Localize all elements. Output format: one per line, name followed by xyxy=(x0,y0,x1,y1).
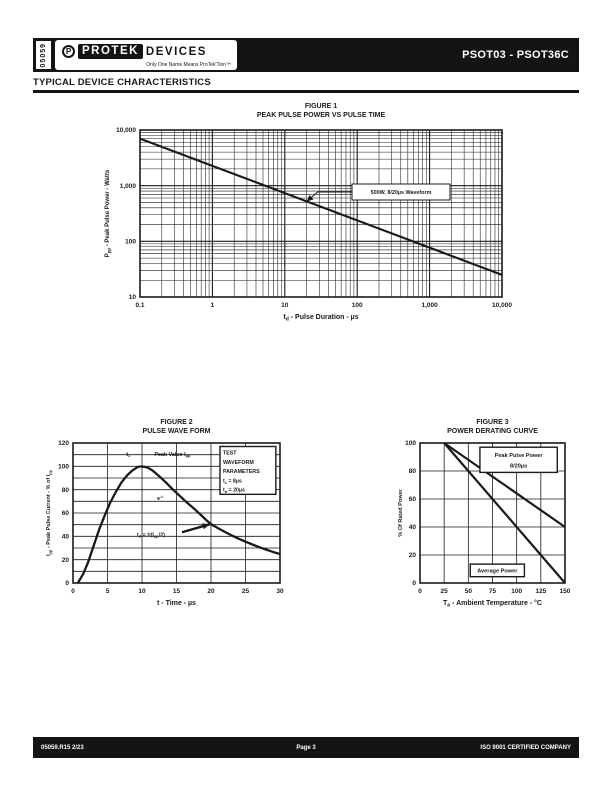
logo-protek-text: PROTEK xyxy=(78,44,143,59)
figure2-pulse-waveform-chart xyxy=(40,437,320,622)
svg-text:0: 0 xyxy=(65,580,69,588)
svg-text:100: 100 xyxy=(58,463,69,471)
svg-text:10,000: 10,000 xyxy=(492,302,512,309)
figure1-subtitle: PEAK PULSE POWER VS PULSE TIME xyxy=(256,112,386,119)
svg-text:5: 5 xyxy=(105,588,110,595)
svg-text:10: 10 xyxy=(281,302,289,309)
svg-text:60: 60 xyxy=(61,510,69,518)
svg-text:t1: $t_1$ xyxy=(126,451,131,459)
svg-text:Ta - Ambient Temperature - °C: Ta - Ambient Temperature - °C xyxy=(443,600,542,609)
footer-bar xyxy=(33,737,579,758)
svg-text:WAVEFORM: WAVEFORM xyxy=(222,459,254,466)
figure3-power-derating-chart xyxy=(390,437,590,622)
header-bar xyxy=(33,38,579,72)
svg-text:80: 80 xyxy=(61,486,69,494)
section-rule xyxy=(33,90,579,93)
svg-text:25: 25 xyxy=(241,588,250,595)
fig2-test-parameters-box xyxy=(220,447,276,495)
protek-p-icon: P xyxy=(62,45,75,58)
svg-text:1,000: 1,000 xyxy=(421,302,438,309)
logo-tagline: Only One Name Means ProTek'Tion™ xyxy=(146,62,231,68)
svg-text:10: 10 xyxy=(128,294,136,302)
svg-text:% Of Rated Power: % Of Rated Power xyxy=(398,489,404,537)
svg-text:30: 30 xyxy=(276,588,284,595)
doc-number: 05059 xyxy=(40,42,47,68)
svg-text:e-t: $e^{-t}$ xyxy=(157,494,163,503)
svg-text:150: 150 xyxy=(559,588,571,595)
svg-text:t - Time - µs: t - Time - µs xyxy=(157,600,196,607)
svg-text:0.1: 0.1 xyxy=(135,302,145,309)
svg-text:75: 75 xyxy=(488,588,497,595)
svg-text:1,000: 1,000 xyxy=(119,182,136,190)
svg-text:100: 100 xyxy=(511,588,523,595)
svg-text:40: 40 xyxy=(61,533,69,541)
svg-text:10,000: 10,000 xyxy=(116,127,136,135)
logo-row xyxy=(55,40,237,59)
svg-text:500W, 8/20µs Waveform: 500W, 8/20µs Waveform xyxy=(370,190,432,196)
svg-text:8/20µs: 8/20µs xyxy=(509,463,528,470)
svg-text:Peak Value Ipp: Peak Value $I_{pp}$ xyxy=(154,451,191,459)
svg-text:td = t/(Ipp/2): $t_d = t/(I_{pp}/2)$ xyxy=(137,532,165,539)
figure1-title: FIGURE 1 xyxy=(304,103,338,110)
svg-text:Peak Pulse Power: Peak Pulse Power xyxy=(494,452,543,459)
svg-text:100: 100 xyxy=(405,440,416,448)
svg-text:td - Pulse Duration - µs: td - Pulse Duration - µs xyxy=(283,314,359,323)
part-number-range: PSOT03 - PSOT36C xyxy=(462,49,569,61)
svg-text:60: 60 xyxy=(408,496,416,504)
svg-text:1: 1 xyxy=(210,302,215,309)
svg-text:0: 0 xyxy=(71,588,75,595)
svg-text:0: 0 xyxy=(418,588,422,595)
svg-text:t1 = 8µs: $t_1 = 8\mu s$ xyxy=(222,478,242,485)
svg-text:PARAMETERS: PARAMETERS xyxy=(222,469,260,476)
brand-logo xyxy=(55,40,237,70)
svg-text:10: 10 xyxy=(138,588,146,595)
svg-text:20: 20 xyxy=(61,556,69,564)
svg-text:40: 40 xyxy=(408,524,416,532)
svg-text:Average Power: Average Power xyxy=(477,568,518,575)
footer-page-number: Page 3 xyxy=(296,744,316,751)
figure2-title: FIGURE 2 xyxy=(160,419,193,426)
fig1-annotation xyxy=(307,184,450,201)
plot-border xyxy=(140,130,502,297)
figure2-subtitle: PULSE WAVE FORM xyxy=(142,428,211,435)
figure1-peak-pulse-power-chart xyxy=(96,123,536,328)
svg-text:15: 15 xyxy=(172,588,181,595)
fig3-legend-1 xyxy=(470,564,524,577)
svg-text:20: 20 xyxy=(207,588,215,595)
svg-text:TEST: TEST xyxy=(222,450,237,457)
logo-devices-text: DEVICES xyxy=(145,45,207,58)
figure3-title: FIGURE 3 xyxy=(476,419,509,426)
figure3-subtitle: POWER DERATING CURVE xyxy=(447,428,538,435)
svg-text:Ipp - Peak Pulse Current - % o: $I_{pp}$ - Peak Pulse Current - % of $I_{pp}$ xyxy=(46,469,53,557)
section-title: TYPICAL DEVICE CHARACTERISTICS xyxy=(33,77,211,88)
svg-text:50: 50 xyxy=(464,588,472,595)
svg-text:80: 80 xyxy=(408,468,416,476)
svg-text:20: 20 xyxy=(408,552,416,560)
footer-iso-certification: ISO 9001 CERTIFIED COMPANY xyxy=(480,744,571,751)
svg-text:td = 20µs: $t_d = 20\mu s$ xyxy=(222,487,246,495)
footer-doc-revision: 05059.R15 2/23 xyxy=(41,744,84,751)
fig3-legend-0 xyxy=(480,447,557,472)
svg-text:25: 25 xyxy=(440,588,448,595)
svg-text:100: 100 xyxy=(351,302,363,309)
svg-text:120: 120 xyxy=(58,440,69,448)
svg-text:Ppp - Peak Pulse Power - Watts: $P_{pp}$ - Peak Pulse Power - Watts xyxy=(105,169,112,258)
fig1-grid xyxy=(140,130,502,297)
svg-text:125: 125 xyxy=(535,588,547,595)
svg-text:0: 0 xyxy=(412,580,416,588)
doc-number-strip xyxy=(36,41,51,69)
svg-text:100: 100 xyxy=(125,238,136,246)
